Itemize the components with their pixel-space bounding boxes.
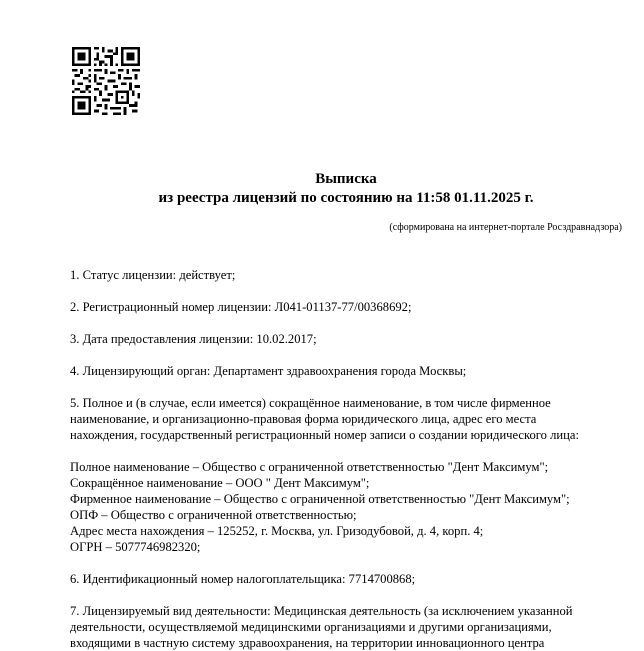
license-date: 3. Дата предоставления лицензии: 10.02.2017; (70, 332, 317, 346)
activity-line: деятельности, осуществляемой медицинскими организациями и другими организациями, (70, 620, 552, 634)
document-subtitle: из реестра лицензий по состоянию на 11:58 01.11.2025 г. (158, 190, 534, 206)
names-heading-line: нахождения, государственный регистрационный номер записи о создании юридического лица: (70, 428, 579, 442)
legal-form: ОПФ – Общество с ограниченной ответственностью; (70, 508, 357, 522)
short-name: Сокращённое наименование – ООО " Дент Максимум"; (70, 476, 370, 490)
license-status: 1. Статус лицензии: действует; (70, 268, 236, 282)
activity-line: 7. Лицензируемый вид деятельности: Медицинская деятельность (за исключением указанной (70, 604, 573, 618)
source-note: (сформирована на интернет-портале Росздравнадзора) (389, 222, 622, 233)
ogrn: ОГРН – 5077746982320; (70, 540, 201, 554)
names-heading-line: наименование, и организационно-правовая форма юридического лица, адрес его места (70, 412, 537, 426)
full-name: Полное наименование – Общество с ограниченной ответственностью "Дент Максимум"; (70, 460, 549, 474)
names-heading-line: 5. Полное и (в случае, если имеется) сокращённое наименование, в том числе фирменное (70, 396, 551, 410)
qr-code (72, 47, 140, 115)
license-reg-number: 2. Регистрационный номер лицензии: Л041-01137-77/00368692; (70, 300, 412, 314)
brand-name: Фирменное наименование – Общество с ограниченной ответственностью "Дент Максимум"; (70, 492, 570, 506)
document-title: Выписка (315, 171, 377, 187)
address: Адрес места нахождения – 125252, г. Москва, ул. Гризодубовой, д. 4, корп. 4; (70, 524, 484, 538)
licensing-authority: 4. Лицензирующий орган: Департамент здравоохранения города Москвы; (70, 364, 467, 378)
inn: 6. Идентификационный номер налогоплательщика: 7714700868; (70, 572, 416, 586)
activity-line: входящими в частную систему здравоохранения, на территории инновационного центра (70, 636, 545, 650)
